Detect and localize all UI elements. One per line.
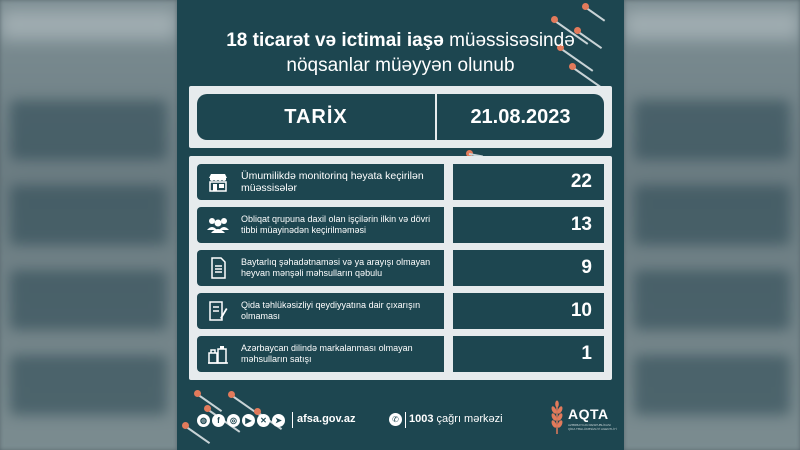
registration-form-icon <box>203 296 233 326</box>
social-links <box>197 414 285 427</box>
divider <box>292 412 293 428</box>
call-number: 1003 <box>409 413 434 425</box>
date-value: 21.08.2023 <box>470 105 571 128</box>
call-center <box>409 413 503 425</box>
workers-group-icon <box>203 210 233 240</box>
x-icon[interactable]: ✕ <box>257 414 270 427</box>
row-value: 10 <box>453 293 604 329</box>
table-row <box>197 250 604 286</box>
footer <box>177 403 624 439</box>
globe-icon[interactable]: ◍ <box>197 414 210 427</box>
row-label-cell <box>197 207 444 243</box>
blurred-background-right <box>624 0 800 450</box>
call-text: çağrı mərkəzi <box>433 413 503 425</box>
row-value: 9 <box>453 250 604 286</box>
blurred-background-left <box>0 0 177 450</box>
row-label: Qida təhlükəsizliyi qeydiyyatına dair çıxarışın olmaması <box>241 300 421 321</box>
title-rest: müəssisəsində <box>443 30 575 51</box>
row-label: Obliqat qrupuna daxil olan işçilərin ilkin və dövri tibbi müayinədən keçirilməməsi <box>241 214 431 235</box>
row-label: Ümumilikdə monitorinq həyata keçirilən müəssisələr <box>241 170 424 194</box>
row-label-cell <box>197 336 444 372</box>
row-value: 13 <box>453 207 604 243</box>
phone-icon: ✆ <box>389 413 402 426</box>
wheat-logo-icon <box>549 400 565 436</box>
stats-table <box>189 156 612 380</box>
table-row <box>197 336 604 372</box>
row-value: 22 <box>453 164 604 200</box>
page-title <box>177 28 624 78</box>
date-label: TARİX <box>284 105 348 128</box>
divider <box>405 412 406 428</box>
agency-logo: AQTA <box>568 406 609 422</box>
row-label-cell <box>197 164 444 200</box>
youtube-icon[interactable]: ▶ <box>242 414 255 427</box>
row-label: Baytarlıq şəhadətnaməsi və ya arayışı olmayan heyvan mənşəli məhsulların qəbulu <box>241 257 431 278</box>
table-row <box>197 164 604 200</box>
row-label-cell <box>197 250 444 286</box>
document-icon <box>203 253 233 283</box>
title-bold: 18 ticarət və ictimai iaşə <box>226 30 444 51</box>
date-box <box>197 94 604 140</box>
title-line2: nöqsanlar müəyyən olunub <box>286 55 515 76</box>
agency-logo-subtitle: AZƏRBAYCAN RESPUBLİKASI QİDA TƏHLÜKƏSİZLİYİ AGENTLİYİ <box>568 423 617 431</box>
website-link[interactable]: afsa.gov.az <box>297 413 356 425</box>
row-label-cell <box>197 293 444 329</box>
facebook-icon[interactable]: f <box>212 414 225 427</box>
telegram-icon[interactable]: ➤ <box>272 414 285 427</box>
table-row <box>197 293 604 329</box>
instagram-icon[interactable]: ◎ <box>227 414 240 427</box>
products-icon <box>203 339 233 369</box>
table-row <box>197 207 604 243</box>
storefront-icon <box>203 167 233 197</box>
row-value: 1 <box>453 336 604 372</box>
infographic-card <box>177 0 624 450</box>
date-frame <box>189 86 612 148</box>
row-label: Azərbaycan dilində markalanması olmayan məhsulların satışı <box>241 343 413 364</box>
